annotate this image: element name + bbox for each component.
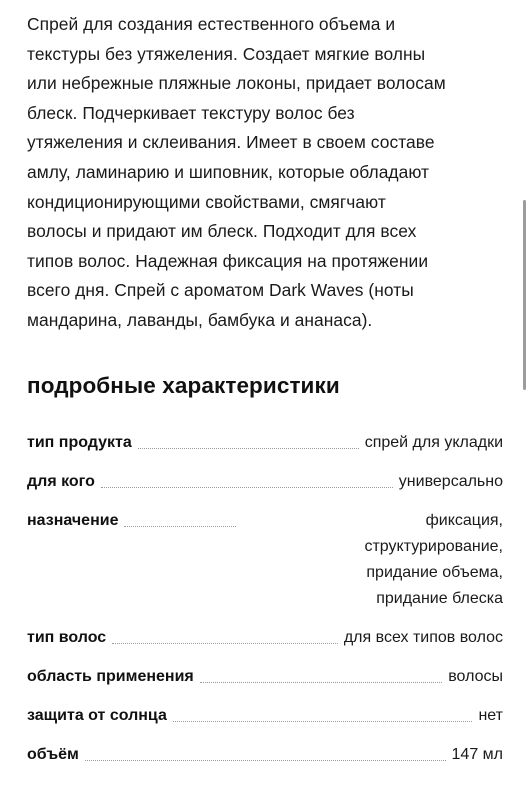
dotted-leader	[101, 469, 393, 488]
spec-row-hair-type	[27, 625, 503, 651]
spec-label: область применения	[27, 668, 194, 685]
spec-label: тип продукта	[27, 434, 132, 451]
dotted-leader	[112, 625, 338, 644]
specs-list	[27, 430, 503, 781]
spec-label: защита от солнца	[27, 707, 167, 724]
description-line: всего дня. Спрей с ароматом Dark Waves (ноты	[27, 280, 414, 301]
description-line: или небрежные пляжные локоны, придает волосам	[27, 73, 446, 94]
spec-value-line: нет	[478, 707, 503, 724]
spec-row-application-area	[27, 664, 503, 690]
description-line: типов волос. Надежная фиксация на протяжении	[27, 250, 429, 271]
spec-row-purpose	[27, 508, 503, 612]
spec-value-line: универсально	[398, 473, 503, 490]
spec-label: объём	[27, 746, 79, 763]
description-line: амлу, ламинарию и шиповник, которые обладают	[27, 161, 430, 182]
description-line: мандарина, лаванды, бамбука и ананаса).	[27, 309, 373, 330]
spec-value-line: 147 мл	[451, 746, 503, 763]
spec-value-line: придание блеска	[376, 590, 503, 607]
spec-value	[344, 625, 503, 651]
description-line: блеск. Подчеркивает текстуру волос без	[27, 102, 355, 123]
spec-label: тип волос	[27, 629, 107, 646]
spec-value-line: спрей для укладки	[364, 434, 503, 451]
spec-value-line: фиксация,	[425, 512, 503, 529]
description-line: Спрей для создания естественного объема и	[27, 14, 396, 34]
spec-value-line: волосы	[448, 668, 503, 685]
description-line: кондиционирующими свойствами, смягчают	[27, 191, 386, 212]
dotted-leader	[124, 508, 236, 527]
description-line: волосы и придают им блеск. Подходит для всех	[27, 221, 417, 242]
spec-row-audience	[27, 469, 503, 495]
description-line: утяжеления и склеивания. Имеет в своем составе	[27, 132, 435, 153]
scrollbar-thumb[interactable]	[523, 200, 526, 390]
spec-value	[242, 508, 503, 612]
spec-value	[399, 469, 503, 495]
description-line: текстуры без утяжеления. Создает мягкие волны	[27, 43, 426, 64]
spec-value	[365, 430, 503, 456]
spec-value	[448, 664, 503, 690]
dotted-leader	[85, 742, 446, 761]
dotted-leader	[173, 703, 473, 722]
spec-value-line: для всех типов волос	[343, 629, 503, 646]
specs-title: подробные характеристики	[27, 373, 340, 398]
product-info-panel	[27, 10, 505, 763]
spec-label: назначение	[27, 512, 119, 529]
spec-label: для кого	[27, 473, 95, 490]
spec-value	[452, 742, 503, 768]
spec-value	[478, 703, 503, 729]
spec-row-product-type	[27, 430, 503, 456]
dotted-leader	[138, 430, 359, 449]
dotted-leader	[200, 664, 442, 683]
spec-row-volume	[27, 742, 503, 768]
product-description	[27, 10, 505, 336]
spec-value-line: структурирование,	[364, 538, 503, 555]
spec-value-line: придание объема,	[366, 564, 503, 581]
spec-row-sun-protection	[27, 703, 503, 729]
